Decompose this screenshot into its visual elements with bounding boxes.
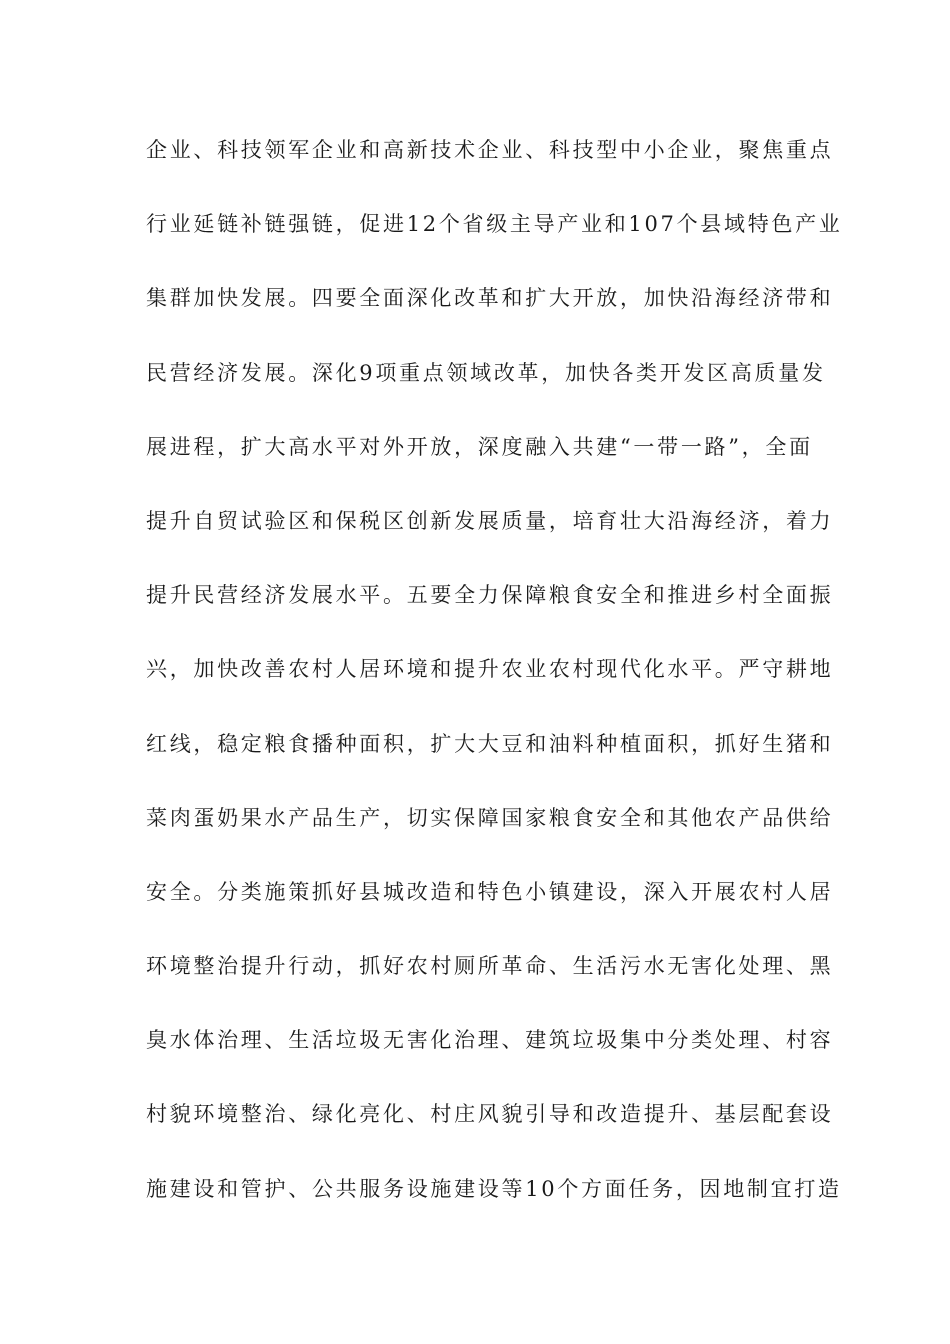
body-text (146, 131, 843, 1244)
text-line-15: 施建设和管护、公共服务设施建设等10个方面任务，因地制宜打造 (146, 1176, 842, 1201)
text-line-10: 菜肉蛋奶果水产品生产，切实保障国家粮食安全和其他农产品供给 (146, 805, 834, 830)
text-line-13: 臭水体治理、生活垃圾无害化治理、建筑垃圾集中分类处理、村容 (146, 1028, 834, 1053)
text-line-14: 村貌环境整治、绿化亮化、村庄风貌引导和改造提升、基层配套设 (146, 1102, 834, 1127)
text-line-5: 展进程，扩大高水平对外开放，深度融入共建“一带一路”，全面 (146, 434, 813, 459)
text-line-3: 集群加快发展。四要全面深化改革和扩大开放，加快沿海经济带和 (146, 286, 834, 311)
text-line-9: 红线，稳定粮食播种面积，扩大大豆和油料种植面积，抓好生猪和 (146, 731, 834, 756)
text-line-1: 企业、科技领军企业和高新技术企业、科技型中小企业，聚焦重点 (146, 138, 834, 162)
text-line-6: 提升自贸试验区和保税区创新发展质量，培育壮大沿海经济，着力 (146, 508, 834, 533)
text-line-2: 行业延链补链强链，促进12个省级主导产业和107个县域特色产业 (146, 212, 843, 237)
text-line-11: 安全。分类施策抓好县城改造和特色小镇建设，深入开展农村人居 (146, 879, 834, 904)
text-line-8: 兴，加快改善农村人居环境和提升农业农村现代化水平。严守耕地 (146, 657, 834, 682)
text-line-4: 民营经济发展。深化9项重点领域改革，加快各类开发区高质量发 (146, 360, 826, 385)
text-line-12: 环境整治提升行动，抓好农村厕所革命、生活污水无害化处理、黑 (146, 954, 834, 979)
text-line-7: 提升民营经济发展水平。五要全力保障粮食安全和推进乡村全面振 (146, 583, 834, 608)
